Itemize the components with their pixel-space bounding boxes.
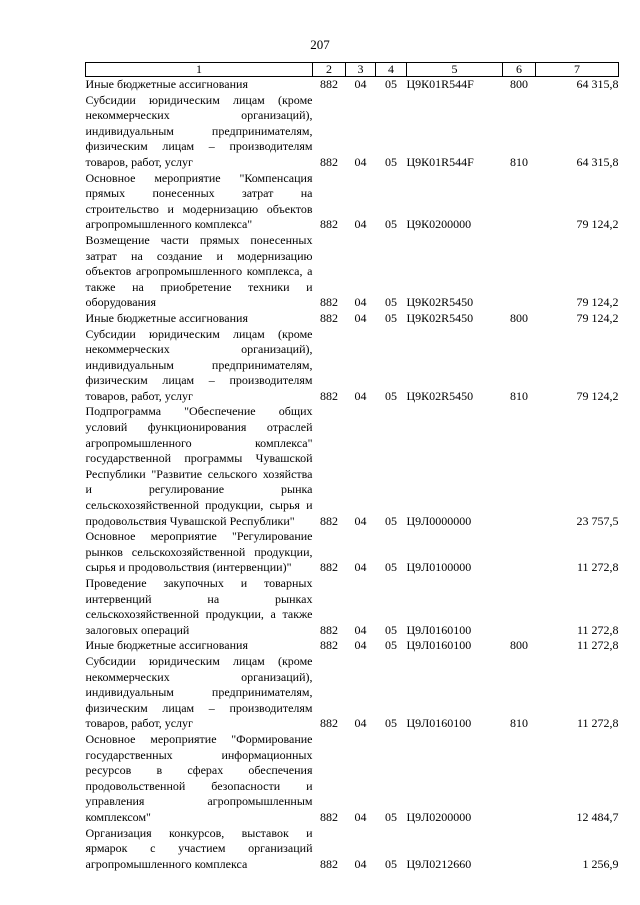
subsection-code: 05 xyxy=(385,638,397,653)
target-article-code: Ц9Л0212660 xyxy=(406,856,472,871)
amount: 11 272,8 xyxy=(576,560,619,575)
target-article-code: Ц9Л0000000 xyxy=(406,513,472,528)
expense-type-code xyxy=(503,404,536,529)
expense-type-code xyxy=(503,529,536,576)
target-article-code: Ц9К02R5450 xyxy=(406,388,474,403)
ministry-code: 882 xyxy=(320,856,338,871)
ministry-code: 882 xyxy=(320,217,338,232)
table-row xyxy=(86,576,619,638)
ministry-code: 882 xyxy=(320,638,338,653)
subsection-code: 05 xyxy=(385,716,397,731)
subsection-code: 05 xyxy=(385,388,397,403)
column-header: 6 xyxy=(503,63,536,77)
amount: 79 124,2 xyxy=(576,310,619,325)
target-article-code: Ц9Л0160100 xyxy=(406,622,472,637)
table-row xyxy=(86,93,619,171)
subsection-code: 05 xyxy=(385,856,397,871)
amount: 1 256,9 xyxy=(582,856,619,871)
target-article-code: Ц9К02R5450 xyxy=(406,310,474,325)
table-header-row xyxy=(86,63,619,77)
section-code: 04 xyxy=(354,809,367,824)
target-article-code: Ц9Л0100000 xyxy=(406,560,472,575)
ministry-code: 882 xyxy=(320,809,338,824)
expense-type-code xyxy=(503,233,536,311)
target-article-code: Ц9Л0160100 xyxy=(406,638,472,653)
subsection-code: 05 xyxy=(385,77,397,91)
section-code: 04 xyxy=(354,295,367,310)
expense-type-code: 800 xyxy=(510,638,528,653)
row-name: Проведение закупочных и товарных интервенций на рынках сельскохозяйственной продукции, а также залоговых операций xyxy=(85,576,313,637)
budget-table xyxy=(85,62,619,872)
section-code: 04 xyxy=(354,388,367,403)
table-row xyxy=(86,327,619,405)
row-name: Иные бюджетные ассигнования xyxy=(85,310,248,325)
ministry-code: 882 xyxy=(320,388,338,403)
page-number: 207 xyxy=(310,37,330,52)
section-code: 04 xyxy=(354,560,367,575)
expense-type-code: 810 xyxy=(510,388,528,403)
subsection-code: 05 xyxy=(385,560,397,575)
amount: 12 484,7 xyxy=(576,809,619,824)
subsection-code: 05 xyxy=(385,217,397,232)
target-article-code: Ц9К0200000 xyxy=(406,217,472,232)
column-header: 5 xyxy=(407,63,503,77)
expense-type-code: 810 xyxy=(510,716,528,731)
table-row xyxy=(86,529,619,576)
section-code: 04 xyxy=(354,622,367,637)
ministry-code: 882 xyxy=(320,310,338,325)
column-header: 2 xyxy=(313,63,346,77)
amount: 11 272,8 xyxy=(576,622,619,637)
expense-type-code xyxy=(503,171,536,233)
section-code: 04 xyxy=(354,310,367,325)
amount: 79 124,2 xyxy=(576,217,619,232)
table-row xyxy=(86,732,619,826)
row-name: Подпрограмма "Обеспечение общих условий функционирования отраслей агропромышленного комплекса" государственной программы Чувашской Республики "Развитие сельского хозяйства и регулирование рынка сельскохозяйственной продукции, сырья и продовольствия Чувашской Республики" xyxy=(85,404,313,528)
ministry-code: 882 xyxy=(320,513,338,528)
section-code: 04 xyxy=(354,77,367,91)
row-name: Иные бюджетные ассигнования xyxy=(85,638,248,653)
amount: 79 124,2 xyxy=(576,388,619,403)
subsection-code: 05 xyxy=(385,513,397,528)
table-row xyxy=(86,826,619,873)
ministry-code: 882 xyxy=(320,154,338,169)
row-name: Субсидии юридическим лицам (кроме некоммерческих организаций), индивидуальным предпринимателям, физическим лицам – производителям товаров, работ, услуг xyxy=(85,326,313,403)
subsection-code: 05 xyxy=(385,622,397,637)
table-row xyxy=(86,638,619,654)
column-header: 7 xyxy=(536,63,619,77)
expense-type-code xyxy=(503,732,536,826)
column-header: 4 xyxy=(376,63,407,77)
row-name: Иные бюджетные ассигнования xyxy=(85,77,248,91)
row-name: Основное мероприятие "Формирование государственных информационных ресурсов в сферах обеспечения продовольственной безопасности и управления агропромышленным комплексом" xyxy=(85,731,313,824)
amount: 11 272,8 xyxy=(576,638,619,653)
column-header: 3 xyxy=(346,63,376,77)
ministry-code: 882 xyxy=(320,295,338,310)
target-article-code: Ц9К01R544F xyxy=(406,77,474,91)
amount: 11 272,8 xyxy=(576,716,619,731)
table-row xyxy=(86,404,619,529)
table-row xyxy=(86,233,619,311)
amount: 23 757,5 xyxy=(576,513,619,528)
target-article-code: Ц9К01R544F xyxy=(406,154,474,169)
row-name: Организация конкурсов, выставок и ярмарок с участием организаций агропромышленного комплекса xyxy=(85,825,313,871)
ministry-code: 882 xyxy=(320,622,338,637)
section-code: 04 xyxy=(354,154,367,169)
row-name: Основное мероприятие "Регулирование рынков сельскохозяйственной продукции, сырья и продовольствия (интервенции)" xyxy=(85,529,313,575)
section-code: 04 xyxy=(354,217,367,232)
row-name: Субсидии юридическим лицам (кроме некоммерческих организаций), индивидуальным предпринимателям, физическим лицам – производителям товаров, работ, услуг xyxy=(85,92,313,169)
section-code: 04 xyxy=(354,716,367,731)
section-code: 04 xyxy=(354,513,367,528)
ministry-code: 882 xyxy=(320,560,338,575)
subsection-code: 05 xyxy=(385,295,397,310)
table-row xyxy=(86,654,619,732)
target-article-code: Ц9К02R5450 xyxy=(406,295,474,310)
table-row xyxy=(86,171,619,233)
subsection-code: 05 xyxy=(385,310,397,325)
row-name: Основное мероприятие "Компенсация прямых понесенных затрат на строительство и модернизацию объектов агропромышленного комплекса" xyxy=(85,170,313,232)
table-row xyxy=(86,311,619,327)
expense-type-code xyxy=(503,576,536,638)
amount: 64 315,8 xyxy=(576,154,619,169)
row-name: Возмещение части прямых понесенных затрат на создание и модернизацию объектов агропромышленного комплекса, а также на приобретение техники и оборудования xyxy=(85,232,313,310)
section-code: 04 xyxy=(354,856,367,871)
table-row xyxy=(86,77,619,93)
expense-type-code: 810 xyxy=(510,154,528,169)
ministry-code: 882 xyxy=(320,716,338,731)
subsection-code: 05 xyxy=(385,154,397,169)
expense-type-code: 800 xyxy=(510,77,528,91)
expense-type-code xyxy=(503,826,536,873)
amount: 64 315,8 xyxy=(576,77,619,91)
target-article-code: Ц9Л0160100 xyxy=(406,716,472,731)
target-article-code: Ц9Л0200000 xyxy=(406,809,472,824)
expense-type-code: 800 xyxy=(510,310,528,325)
subsection-code: 05 xyxy=(385,809,397,824)
section-code: 04 xyxy=(354,638,367,653)
row-name: Субсидии юридическим лицам (кроме некоммерческих организаций), индивидуальным предпринимателям, физическим лицам – производителям товаров, работ, услуг xyxy=(85,653,313,731)
ministry-code: 882 xyxy=(320,77,338,91)
amount: 79 124,2 xyxy=(576,295,619,310)
column-header: 1 xyxy=(86,63,313,77)
